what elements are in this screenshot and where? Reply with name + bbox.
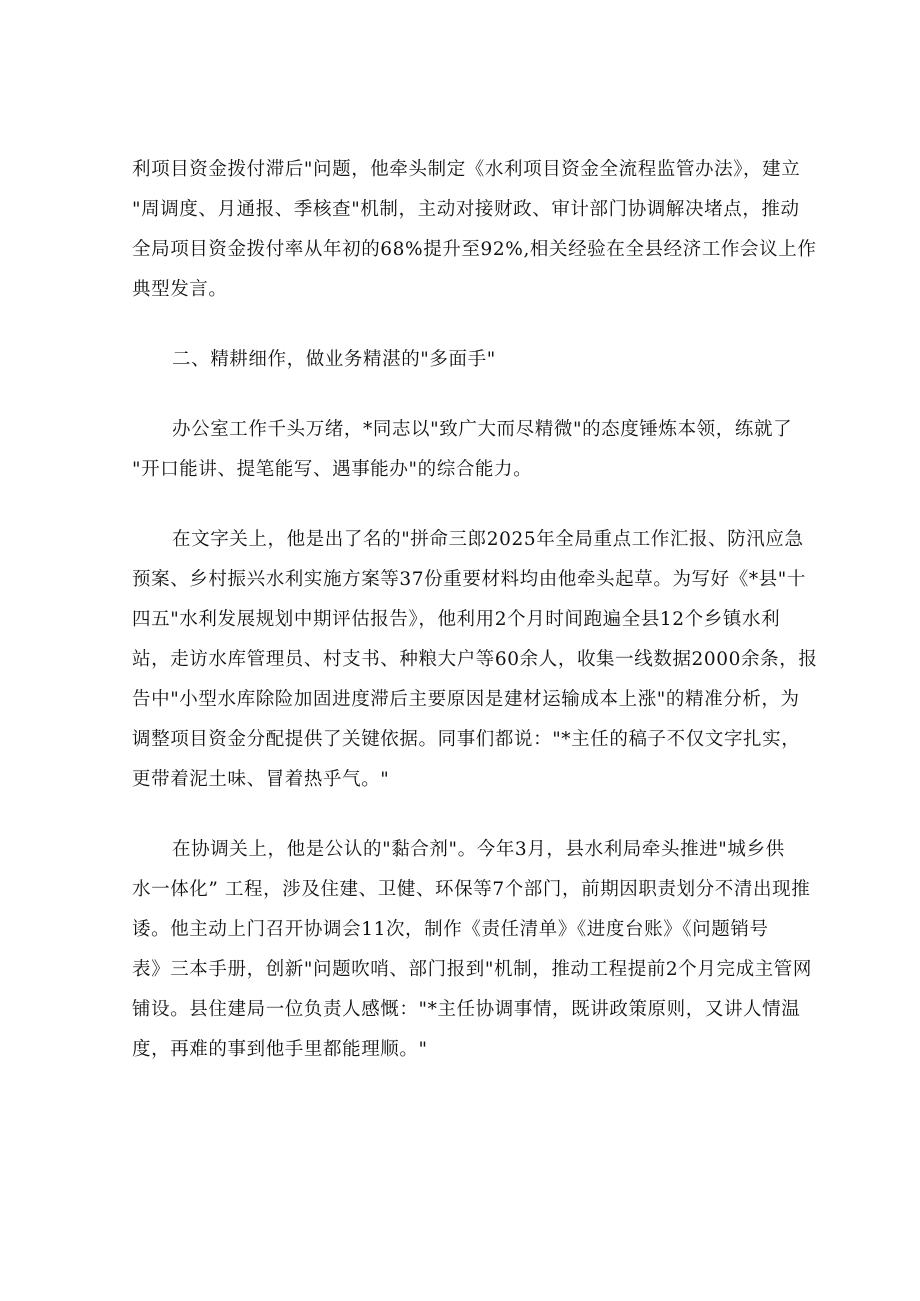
paragraph-office-work [132,410,792,490]
text-line: 更带着泥土味、冒着热乎气。" [132,769,390,790]
text-line: "周调度、月通报、季核查"机制，主动对接财政、审计部门协调解决堵点，推动 [132,199,800,220]
section-heading [132,340,792,380]
text-line: "开口能讲、提笔能写、遇事能办"的综合能力。 [132,459,533,480]
text-line: 利项目资金拨付滞后"问题，他牵头制定《水利项目资金全流程监管办法》，建立 [132,159,801,180]
text-line: 诿。他主动上门召开协调会11次，制作《责任清单》《进度台账》《问题销号 [132,919,769,940]
text-line: 在协调关上，他是公认的"黏合剂"。今年3月，县水利局牵头推进"城乡供 [172,839,785,860]
text-line: 典型发言。 [132,279,228,300]
paragraph-coordination [132,830,812,1070]
text-line: 调整项目资金分配提供了关键依据。同事们都说："*主任的稿子不仅文字扎实， [132,729,801,750]
text-line: 四五"水利发展规划中期评估报告》，他利用2个月时间跑遍全县12个乡镇水利 [132,609,781,630]
text-line: 站，走访水库管理员、村支书、种粮大户等60余人，收集一线数据2000余条，报 [132,649,818,670]
heading-text: 二、精耕细作，做业务精湛的"多面手" [172,349,496,370]
paragraph-funding-oversight [132,150,817,310]
text-line: 在文字关上，他是出了名的"拼命三郎2025年全局重点工作汇报、防汛应急 [172,529,804,550]
text-line: 全局项目资金拨付率从年初的68%提升至92%,相关经验在全县经济工作会议上作 [132,239,817,260]
text-line: 告中"小型水库除险加固进度滞后主要原因是建材运输成本上涨"的精准分析，为 [132,689,800,710]
text-line: 表》三本手册，创新"问题吹哨、部门报到"机制，推动工程提前2个月完成主管网 [132,959,812,980]
paragraph-writing [132,520,818,800]
document-body [132,150,818,1070]
text-line: 办公室工作千头万绪，*同志以"致广大而尽精微"的态度锤炼本领，练就了 [172,419,793,440]
text-line: 预案、乡村振兴水利实施方案等37份重要材料均由他牵头起草。为写好《*县"十 [132,569,807,590]
text-line: 铺设。县住建局一位负责人感慨："*主任协调事情，既讲政策原则，又讲人情温 [132,999,801,1020]
text-line: 度，再难的事到他手里都能理顺。" [132,1039,428,1060]
text-line: 水一体化” 工程，涉及住建、卫健、环保等7个部门，前期因职责划分不清出现推 [132,879,811,900]
